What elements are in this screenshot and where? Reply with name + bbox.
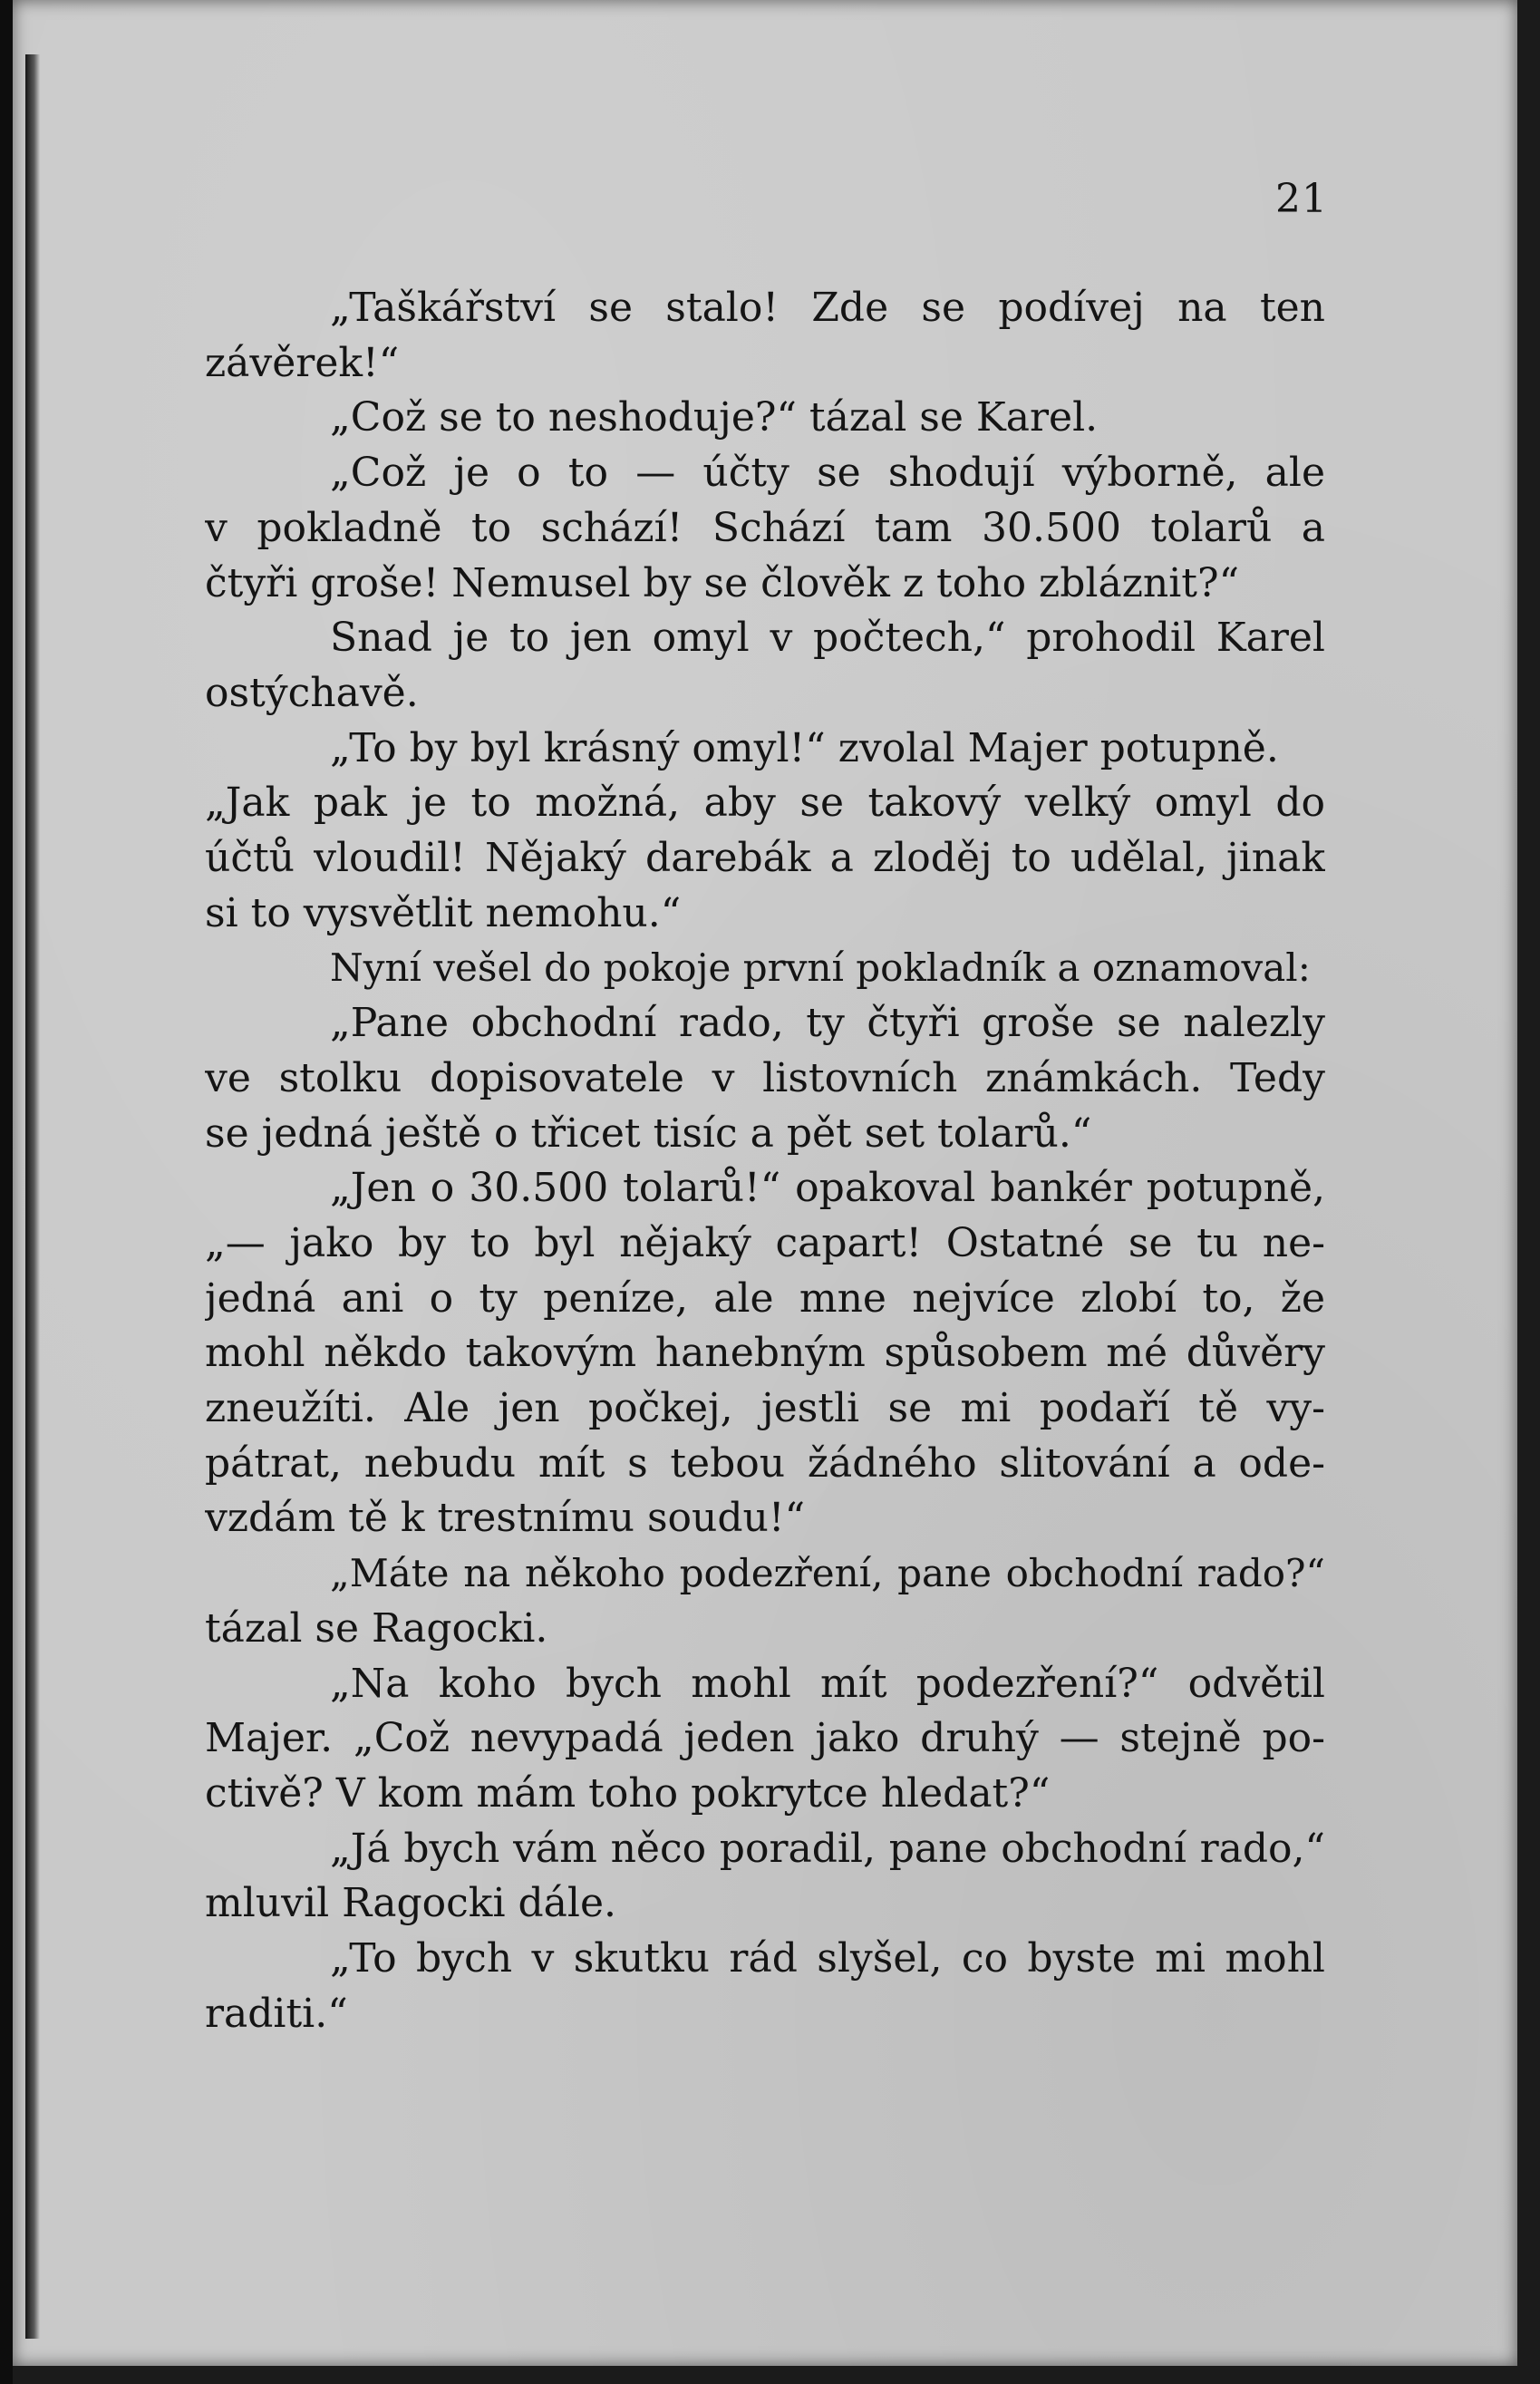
text-line: mohl někdo takovým hanebným spůsobem mé důvěry bbox=[205, 1330, 1325, 1377]
text-line: závěrek!“ bbox=[205, 339, 400, 386]
text-line: „To bych v skutku rád slyšel, co byste mi mohl bbox=[330, 1935, 1325, 1982]
text-line: „Taškářství se stalo! Zde se podívej na ten bbox=[330, 285, 1325, 331]
text-line: zneužíti. Ale jen počkej, jestli se mi podaří tě vy- bbox=[205, 1385, 1325, 1432]
text-line: „Já bych vám něco poradil, pane obchodní rado,“ bbox=[330, 1825, 1325, 1872]
binding-shadow bbox=[25, 54, 40, 2339]
text-line: se jedná ještě o třicet tisíc a pět set tolarů.“ bbox=[205, 1110, 1092, 1157]
text-line: ve stolku dopisovatele v listovních známkách. Tedy bbox=[205, 1054, 1325, 1101]
text-line: pátrat, nebudu mít s tebou žádného slitování a ode- bbox=[205, 1439, 1325, 1487]
body-text bbox=[205, 281, 1325, 2042]
text-line: účtů vloudil! Nějaký darebák a zloděj to udělal, jinak bbox=[205, 835, 1325, 882]
text-line: raditi.“ bbox=[205, 1990, 348, 2037]
text-line: si to vysvětlit nemohu.“ bbox=[205, 889, 682, 936]
text-line: „Pane obchodní rado, ty čtyři groše se nalezly bbox=[330, 1000, 1325, 1047]
text-line: tázal se Ragocki. bbox=[205, 1604, 548, 1652]
text-line: „— jako by to byl nějaký capart! Ostatné se tu ne- bbox=[205, 1219, 1325, 1266]
text-line: Snad je to jen omyl v počtech,“ prohodil Karel bbox=[330, 615, 1325, 662]
text-line: ctivě? V kom mám toho pokrytce hledat?“ bbox=[205, 1769, 1051, 1817]
text-line: „Na koho bych mohl mít podezření?“ odvětil bbox=[330, 1660, 1325, 1707]
page-number: 21 bbox=[1275, 176, 1328, 222]
text-line: Nyní vešel do pokoje první pokladník a oznamoval: bbox=[330, 945, 1311, 991]
text-line: „To by byl krásný omyl!“ zvolal Majer potupně. bbox=[330, 724, 1279, 771]
text-line: „Jak pak je to možná, aby se takový velký omyl do bbox=[205, 780, 1325, 827]
text-line: čtyři groše! Nemusel by se člověk z toho zbláznit?“ bbox=[205, 559, 1240, 606]
text-line: „Máte na někoho podezření, pane obchodní rado?“ bbox=[330, 1551, 1325, 1596]
text-line: Majer. „Což nevypadá jeden jako druhý — stejně po- bbox=[205, 1715, 1325, 1762]
text-line: „Což je o to — účty se shodují výborně, ale bbox=[330, 450, 1325, 497]
text-line: „Jen o 30.500 tolarů!“ opakoval bankér potupně, bbox=[330, 1165, 1325, 1212]
text-line: mluvil Ragocki dále. bbox=[205, 1880, 617, 1927]
text-line: vzdám tě k trestnímu soudu!“ bbox=[205, 1495, 806, 1542]
binding-edge bbox=[0, 0, 13, 2384]
text-line: jedná ani o ty peníze, ale mne nejvíce zlobí to, že bbox=[205, 1274, 1325, 1322]
text-line: ostýchavě. bbox=[205, 669, 419, 716]
text-line: v pokladně to schází! Schází tam 30.500 tolarů a bbox=[205, 504, 1325, 551]
text-line: „Což se to neshoduje?“ tázal se Karel. bbox=[330, 394, 1099, 441]
